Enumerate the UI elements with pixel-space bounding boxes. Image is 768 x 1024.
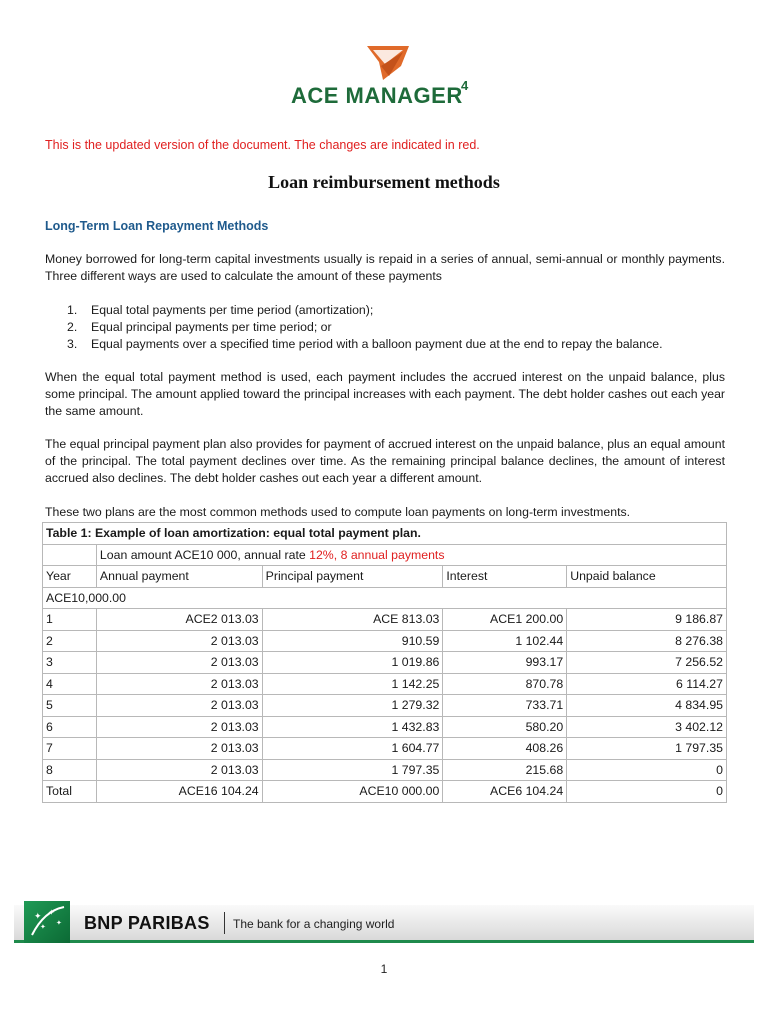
bnp-stars-icon bbox=[24, 901, 70, 943]
logo-superscript: 4 bbox=[461, 78, 469, 93]
amount-cell: 2 013.03 bbox=[96, 716, 262, 738]
amount-cell: 0 bbox=[567, 759, 727, 781]
amount-cell: 1 604.77 bbox=[262, 738, 443, 760]
header-annual-payment: Annual payment bbox=[96, 566, 262, 588]
intro-paragraph: Money borrowed for long-term capital investments usually is repaid in a series of annual, semi-annual or monthly payments. Three different ways are used to calculate the amount of these payments bbox=[45, 252, 725, 283]
initial-balance-cell: ACE10,000.00 bbox=[43, 587, 727, 609]
loan-info-text: Loan amount ACE10 000, annual rate bbox=[99, 547, 310, 562]
amount-cell: 1 797.35 bbox=[262, 759, 443, 781]
initial-balance-row bbox=[43, 587, 727, 609]
amount-cell: 8 276.38 bbox=[567, 630, 727, 652]
amount-cell: 3 402.12 bbox=[567, 716, 727, 738]
year-cell: 3 bbox=[43, 652, 97, 674]
header-interest: Interest bbox=[443, 566, 567, 588]
list-item bbox=[45, 302, 725, 319]
amount-cell: ACE2 013.03 bbox=[96, 609, 262, 631]
list-text: Equal payments over a specified time period with a balloon payment due at the end to repay the balance. bbox=[91, 337, 663, 351]
amount-cell: 993.17 bbox=[443, 652, 567, 674]
list-number: 2. bbox=[67, 320, 78, 334]
amount-cell: 0 bbox=[567, 781, 727, 803]
year-cell: Total bbox=[43, 781, 97, 803]
ace-manager-logo bbox=[283, 38, 488, 110]
amount-cell: 1 019.86 bbox=[262, 652, 443, 674]
table-header-row bbox=[43, 566, 727, 588]
loan-info-changed-text: 12%, 8 annual payments bbox=[309, 547, 445, 562]
year-cell: 4 bbox=[43, 673, 97, 695]
amount-cell: 2 013.03 bbox=[96, 695, 262, 717]
table-total-row bbox=[43, 781, 727, 803]
update-notice: This is the updated version of the document. The changes are indicated in red. bbox=[45, 138, 480, 152]
common-methods-paragraph: These two plans are the most common methods used to compute loan payments on long-term investments. bbox=[45, 505, 631, 519]
year-cell: 7 bbox=[43, 738, 97, 760]
document-title: Loan reimbursement methods bbox=[268, 172, 500, 192]
header-year: Year bbox=[43, 566, 97, 588]
equal-total-paragraph: When the equal total payment method is used, each payment includes the accrued interest on the unpaid balance, plus some principal. The amount applied toward the principal increases with each payment. The debt holder cashes out each year the same amount. bbox=[45, 370, 725, 418]
table-row bbox=[43, 759, 727, 781]
amount-cell: 1 432.83 bbox=[262, 716, 443, 738]
amount-cell: 2 013.03 bbox=[96, 630, 262, 652]
table-row bbox=[43, 695, 727, 717]
amount-cell: ACE 813.03 bbox=[262, 609, 443, 631]
table-caption: Table 1: Example of loan amortization: equal total payment plan. bbox=[43, 523, 727, 545]
ace-logo-mark-icon bbox=[363, 40, 413, 82]
amount-cell: 9 186.87 bbox=[567, 609, 727, 631]
section-heading: Long-Term Loan Repayment Methods bbox=[45, 219, 269, 233]
amount-cell: 2 013.03 bbox=[96, 738, 262, 760]
list-number: 3. bbox=[67, 337, 78, 351]
amount-cell: 6 114.27 bbox=[567, 673, 727, 695]
table-cell bbox=[43, 544, 97, 566]
amount-cell: 733.71 bbox=[443, 695, 567, 717]
table-row bbox=[43, 716, 727, 738]
amount-cell: 1 797.35 bbox=[567, 738, 727, 760]
list-item bbox=[45, 336, 725, 353]
footer-rule bbox=[14, 940, 754, 943]
svg-text:✦: ✦ bbox=[48, 908, 55, 917]
page-number: 1 bbox=[380, 962, 388, 976]
amount-cell: 1 102.44 bbox=[443, 630, 567, 652]
amount-cell: 408.26 bbox=[443, 738, 567, 760]
footer-divider bbox=[224, 912, 225, 934]
amount-cell: ACE1 200.00 bbox=[443, 609, 567, 631]
amount-cell: 910.59 bbox=[262, 630, 443, 652]
footer-brand: BNP PARIBAS bbox=[84, 913, 210, 933]
year-cell: 6 bbox=[43, 716, 97, 738]
svg-text:✦: ✦ bbox=[34, 912, 42, 922]
amount-cell: 4 834.95 bbox=[567, 695, 727, 717]
list-item bbox=[45, 319, 725, 336]
year-cell: 2 bbox=[43, 630, 97, 652]
amount-cell: 580.20 bbox=[443, 716, 567, 738]
amount-cell: 870.78 bbox=[443, 673, 567, 695]
table-row bbox=[43, 738, 727, 760]
equal-principal-paragraph: The equal principal payment plan also provides for payment of accrued interest on the unpaid balance, plus an equal amount of the principal. The total payment declines over time. As the remaining principal balance declines, the amount of interest accrued also declines. The debt holder cashes out each year a different amount. bbox=[45, 437, 725, 485]
svg-text:✦: ✦ bbox=[40, 923, 46, 931]
table-caption-row bbox=[43, 523, 727, 545]
loan-info-row bbox=[43, 544, 727, 566]
table-row bbox=[43, 630, 727, 652]
header-principal-payment: Principal payment bbox=[262, 566, 443, 588]
amount-cell: 215.68 bbox=[443, 759, 567, 781]
year-cell: 1 bbox=[43, 609, 97, 631]
year-cell: 5 bbox=[43, 695, 97, 717]
methods-list bbox=[45, 302, 725, 353]
table-row bbox=[43, 652, 727, 674]
amount-cell: 2 013.03 bbox=[96, 652, 262, 674]
table-row bbox=[43, 673, 727, 695]
list-text: Equal total payments per time period (amortization); bbox=[91, 303, 374, 317]
header-unpaid-balance: Unpaid balance bbox=[567, 566, 727, 588]
amount-cell: 2 013.03 bbox=[96, 673, 262, 695]
footer-tagline: The bank for a changing world bbox=[233, 917, 395, 931]
list-text: Equal principal payments per time period; or bbox=[91, 320, 332, 334]
amount-cell: 2 013.03 bbox=[96, 759, 262, 781]
bnp-paribas-logo-icon bbox=[24, 901, 70, 943]
table-row bbox=[43, 609, 727, 631]
loan-info-cell bbox=[96, 544, 726, 566]
list-number: 1. bbox=[67, 303, 78, 317]
amount-cell: ACE10 000.00 bbox=[262, 781, 443, 803]
amount-cell: 7 256.52 bbox=[567, 652, 727, 674]
amount-cell: 1 142.25 bbox=[262, 673, 443, 695]
logo-text: ACE MANAGER bbox=[291, 83, 463, 108]
amount-cell: ACE6 104.24 bbox=[443, 781, 567, 803]
amount-cell: 1 279.32 bbox=[262, 695, 443, 717]
svg-text:✦: ✦ bbox=[56, 919, 62, 927]
amortization-table bbox=[42, 522, 727, 803]
amount-cell: ACE16 104.24 bbox=[96, 781, 262, 803]
year-cell: 8 bbox=[43, 759, 97, 781]
